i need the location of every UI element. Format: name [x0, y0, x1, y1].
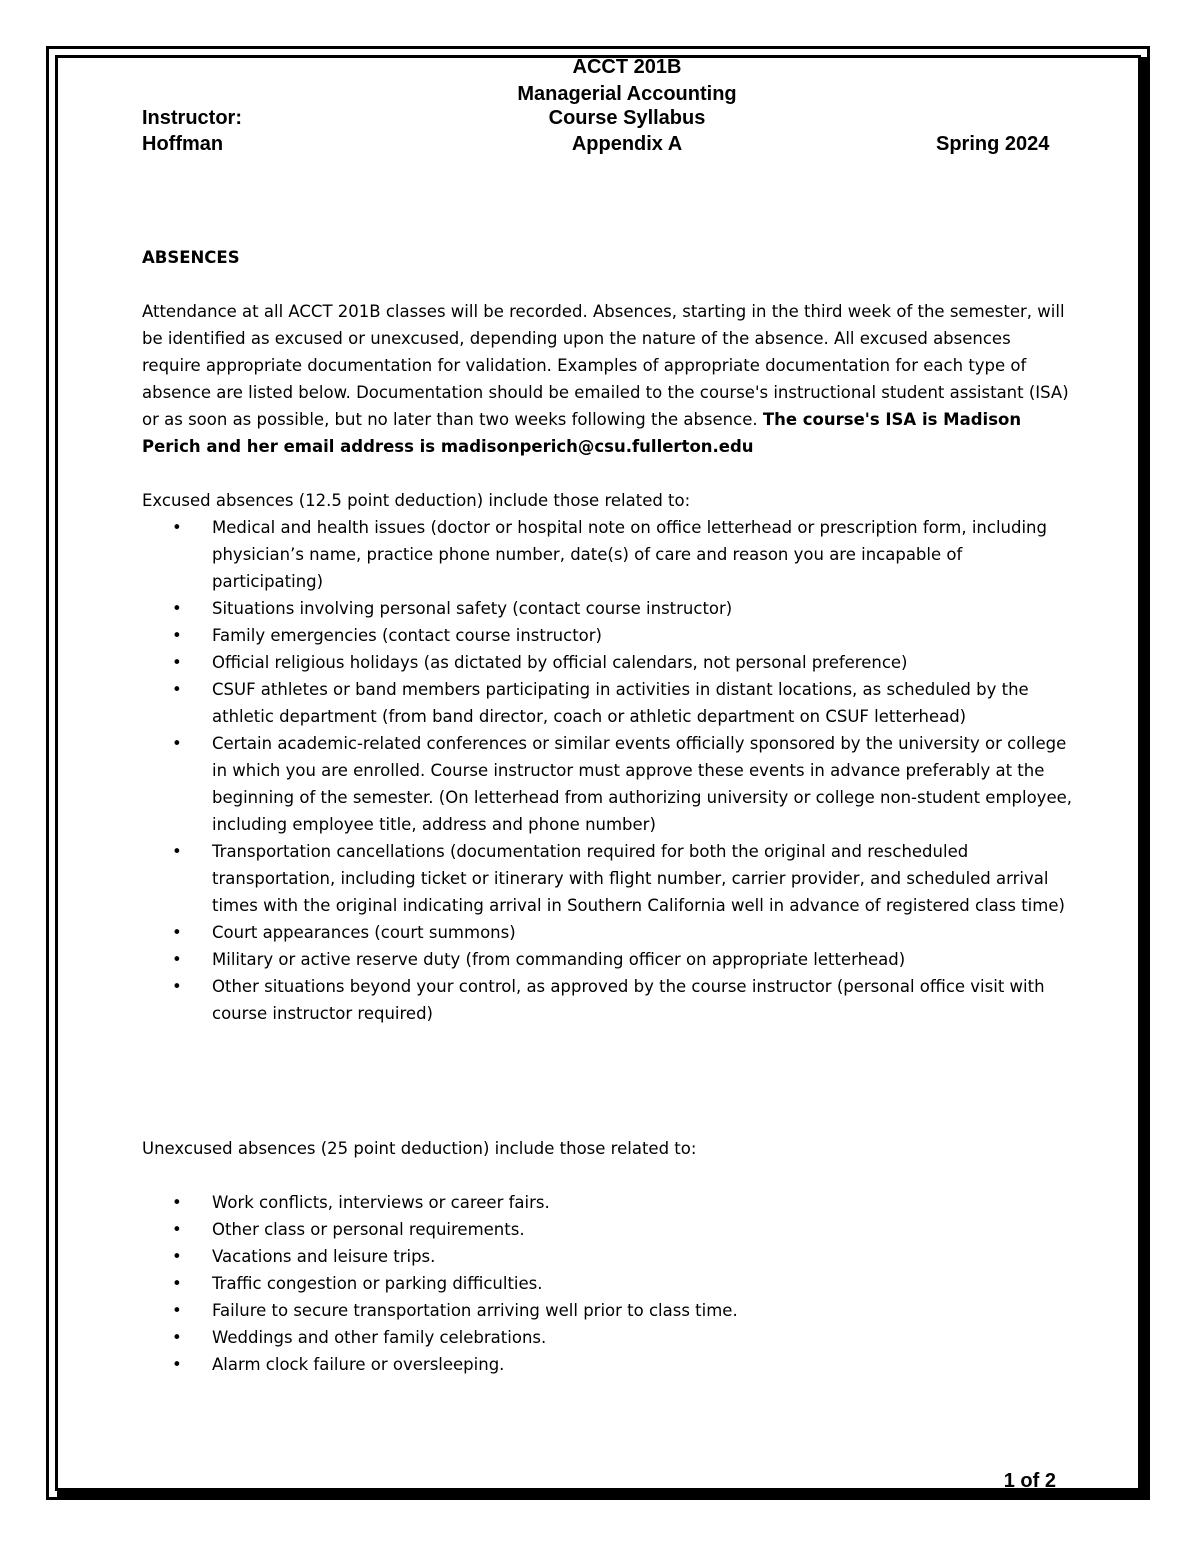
unexcused-list — [142, 1189, 1072, 1378]
list-item: • Medical and health issues (doctor or hospital note on office letterhead or prescription form, including physician’s name, practice phone number, date(s) of care and reason you are incapable of participating) — [142, 514, 1072, 595]
bullet-icon: • — [172, 1355, 182, 1374]
bullet-icon: • — [172, 653, 182, 672]
list-item: • Work conflicts, interviews or career fairs. — [142, 1189, 1072, 1216]
list-item: • Other situations beyond your control, as approved by the course instructor (personal office visit with course instructor required) — [142, 973, 1072, 1027]
instructor-label: Instructor: — [142, 107, 242, 129]
term: Spring 2024 — [936, 133, 1050, 155]
bullet-icon: • — [172, 518, 182, 537]
bullet-icon: • — [172, 734, 182, 753]
bullet-icon: • — [172, 626, 182, 645]
list-item: • Military or active reserve duty (from commanding officer on appropriate letterhead) — [142, 946, 1072, 973]
appendix-label: Appendix A — [571, 133, 683, 155]
list-item: • Certain academic-related conferences or similar events officially sponsored by the university or college in which you are enrolled. Course instructor must approve these events in advance preferably at the beginning of the semester. (On letterhead from authorizing university or college non-student employee, including employee title, address and phone number) — [142, 730, 1072, 838]
page-number: 1 of 2 — [1003, 1470, 1056, 1492]
bullet-icon: • — [172, 842, 182, 861]
list-item: • Failure to secure transportation arriving well prior to class time. — [142, 1297, 1072, 1324]
bullet-icon: • — [172, 599, 182, 618]
bullet-icon: • — [172, 923, 182, 942]
excused-list — [142, 514, 1072, 1027]
list-item: • Transportation cancellations (documentation required for both the original and rescheduled transportation, including ticket or itinerary with flight number, carrier provider, and scheduled arrival times with the original indicating arrival in Southern California well in advance of registered class time) — [142, 838, 1072, 919]
instructor-name: Hoffman — [142, 133, 224, 155]
bullet-icon: • — [172, 950, 182, 969]
isa-contact-text: The course's ISA is Madison Perich and her email address is madisonperich@csu.fullerton.edu — [142, 410, 1022, 456]
list-item: • Situations involving personal safety (contact course instructor) — [142, 595, 1072, 622]
unexcused-intro: Unexcused absences (25 point deduction) include those related to: — [142, 1139, 697, 1158]
list-item: • Court appearances (court summons) — [142, 919, 1072, 946]
attendance-paragraph — [142, 298, 1072, 460]
course-code: ACCT 201B — [572, 56, 682, 78]
syllabus-body — [142, 244, 1072, 1378]
list-item: • CSUF athletes or band members participating in activities in distant locations, as scheduled by the athletic department (from band director, coach or athletic department on CSUF letterhead) — [142, 676, 1072, 730]
bullet-icon: • — [172, 680, 182, 699]
bullet-icon: • — [172, 1301, 182, 1320]
attendance-text: Attendance at all ACCT 201B classes will be recorded. Absences, starting in the third week of the semester, will be identified as excused or unexcused, depending upon the nature of the absence. All excused absences require appropriate documentation for validation. Examples of appropriate documentation for each type of absence are listed below. Documentation should be emailed to the course's instructional student assistant (ISA) or as soon as possible, but no later than two weeks following the absence. — [142, 302, 1069, 429]
bullet-icon: • — [172, 1247, 182, 1266]
spacer — [142, 1027, 1072, 1135]
bullet-icon: • — [172, 1274, 182, 1293]
section-heading: ABSENCES — [142, 248, 240, 267]
bullet-icon: • — [172, 1193, 182, 1212]
list-item: • Other class or personal requirements. — [142, 1216, 1072, 1243]
document-type: Course Syllabus — [548, 107, 706, 129]
bullet-icon: • — [172, 1220, 182, 1239]
list-item: • Traffic congestion or parking difficulties. — [142, 1270, 1072, 1297]
excused-intro: Excused absences (12.5 point deduction) include those related to: — [142, 491, 691, 510]
list-item: • Weddings and other family celebrations. — [142, 1324, 1072, 1351]
list-item: • Alarm clock failure or oversleeping. — [142, 1351, 1072, 1378]
list-item: • Official religious holidays (as dictated by official calendars, not personal preference) — [142, 649, 1072, 676]
page-border-shadow-right — [1141, 57, 1150, 1491]
bullet-icon: • — [172, 1328, 182, 1347]
course-title: Managerial Accounting — [517, 83, 737, 105]
list-item: • Vacations and leisure trips. — [142, 1243, 1072, 1270]
list-item: • Family emergencies (contact course instructor) — [142, 622, 1072, 649]
spacer — [142, 1162, 1072, 1189]
bullet-icon: • — [172, 977, 182, 996]
